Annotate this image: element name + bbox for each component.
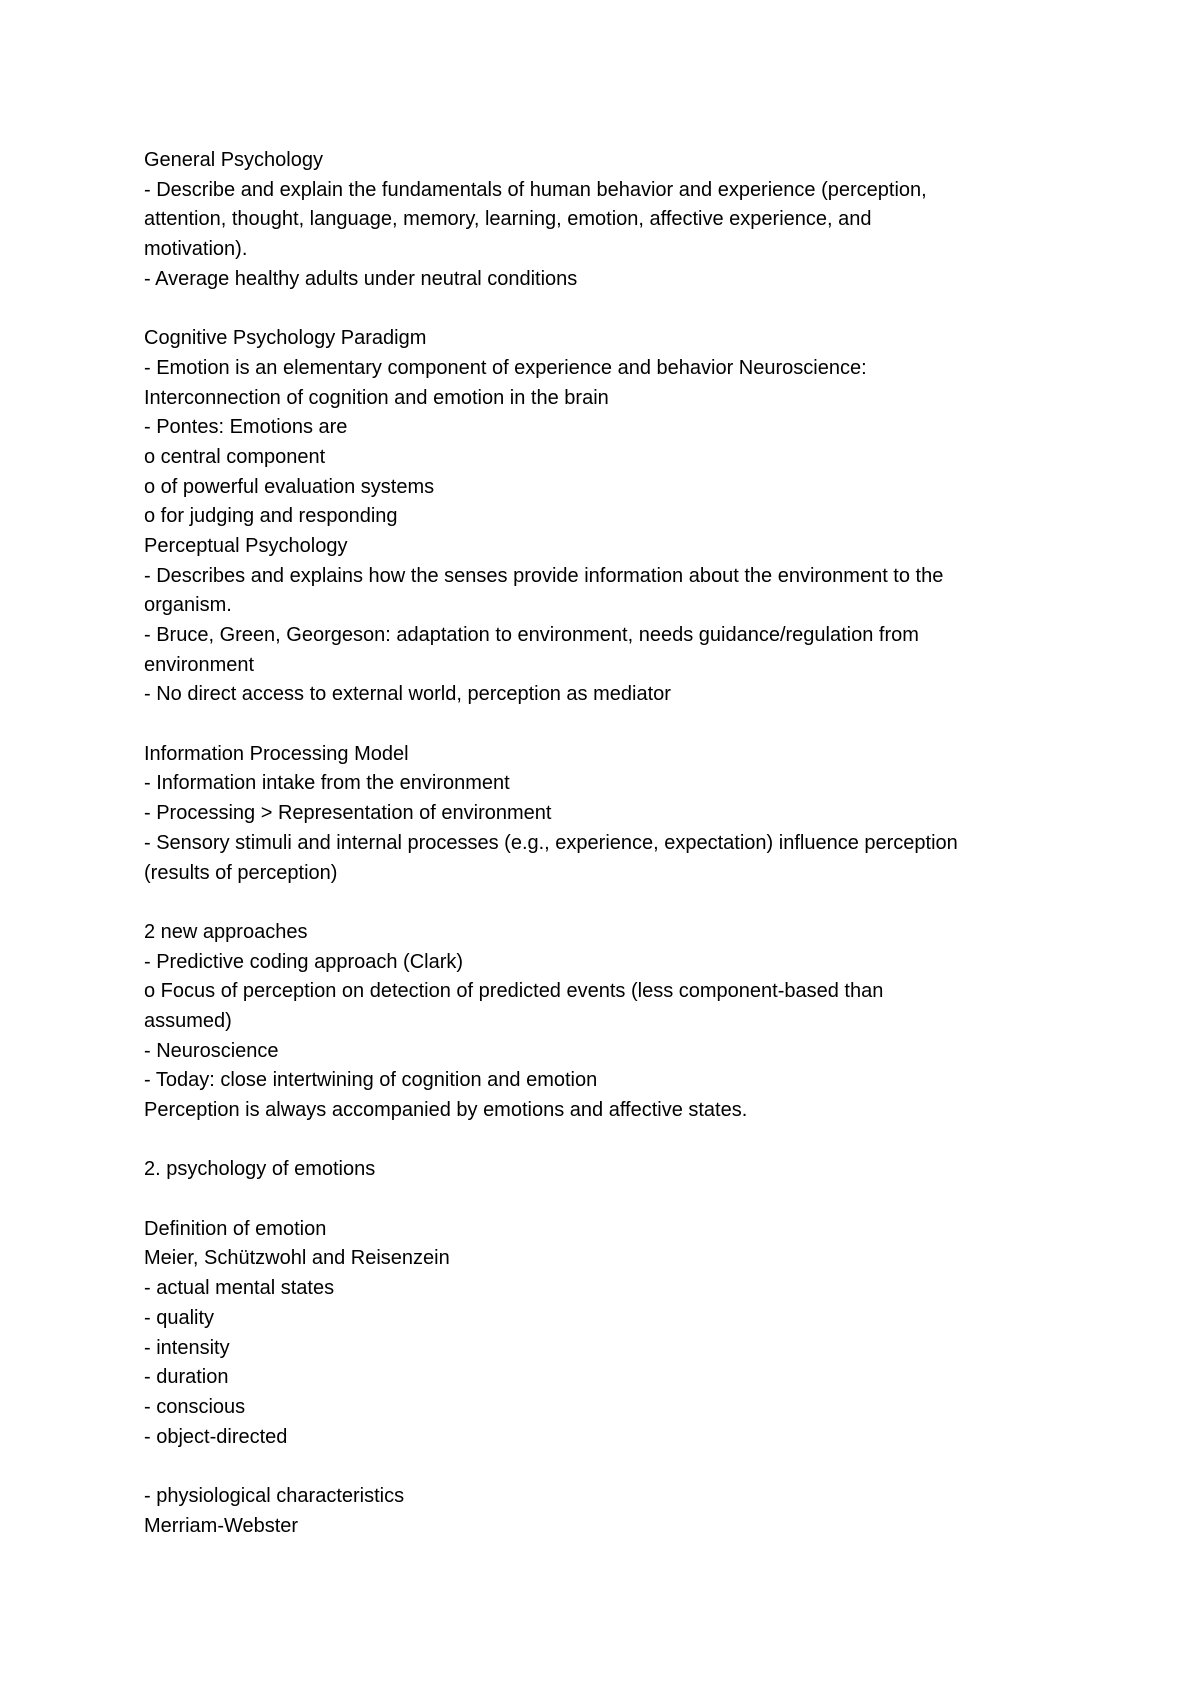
text-line: - Describes and explains how the senses provide information about the environment to the: [144, 564, 944, 587]
text-line: - Describe and explain the fundamentals of human behavior and experience (perception,: [144, 178, 927, 201]
text-line: - actual mental states: [144, 1277, 335, 1300]
text-line: - Sensory stimuli and internal processes (e.g., experience, expectation) influence perception: [144, 831, 958, 854]
text-line: organism.: [144, 594, 232, 617]
text-line: - intensity: [144, 1336, 230, 1359]
text-line: - Pontes: Emotions are: [144, 416, 348, 439]
text-line: 2. psychology of emotions: [144, 1158, 376, 1181]
text-line: 2 new approaches: [144, 920, 308, 943]
text-line: - duration: [144, 1366, 229, 1389]
text-line: - Bruce, Green, Georgeson: adaptation to environment, needs guidance/regulation from: [144, 624, 919, 646]
document-body: [144, 146, 1060, 1541]
text-line: Perceptual Psychology: [144, 534, 348, 557]
text-line: - physiological characteristics: [144, 1484, 405, 1507]
text-line: - Average healthy adults under neutral conditions: [144, 267, 578, 290]
text-line: (results of perception): [144, 861, 338, 884]
text-line: - quality: [144, 1306, 215, 1329]
text-line: o central component: [144, 445, 326, 468]
text-line: assumed): [144, 1009, 232, 1032]
text-line: o of powerful evaluation systems: [144, 475, 435, 498]
blank-line: [144, 1185, 1060, 1215]
blank-line: [144, 1126, 1060, 1156]
blank-line: [144, 1452, 1060, 1482]
text-line: Cognitive Psychology Paradigm: [144, 327, 427, 350]
text-line: General Psychology: [144, 149, 323, 171]
blank-line: [144, 294, 1060, 324]
text-line: - Emotion is an elementary component of experience and behavior Neuroscience:: [144, 356, 867, 379]
text-line: attention, thought, language, memory, learning, emotion, affective experience, and: [144, 208, 872, 231]
blank-line: [144, 888, 1060, 918]
text-line: - object-directed: [144, 1425, 288, 1448]
text-line: - Predictive coding approach (Clark): [144, 950, 464, 973]
text-line: - Processing > Representation of environment: [144, 802, 552, 825]
text-line: o Focus of perception on detection of predicted events (less component-based than: [144, 980, 884, 1003]
text-line: Merriam-Webster: [144, 1514, 299, 1537]
blank-line: [144, 710, 1060, 740]
text-line: - Today: close intertwining of cognition and emotion: [144, 1069, 598, 1092]
text-line: Perception is always accompanied by emotions and affective states.: [144, 1099, 748, 1121]
text-line: - Neuroscience: [144, 1039, 279, 1062]
text-line: - No direct access to external world, perception as mediator: [144, 683, 671, 706]
text-line: o for judging and responding: [144, 505, 398, 528]
text-line: - Information intake from the environment: [144, 772, 510, 795]
text-line: Definition of emotion: [144, 1217, 327, 1240]
text-line: motivation).: [144, 238, 248, 261]
text-line: Information Processing Model: [144, 742, 409, 765]
text-line: Meier, Schützwohl and Reisenzein: [144, 1247, 450, 1270]
text-line: - conscious: [144, 1395, 246, 1418]
text-line: Interconnection of cognition and emotion in the brain: [144, 386, 609, 409]
text-line: environment: [144, 653, 255, 676]
